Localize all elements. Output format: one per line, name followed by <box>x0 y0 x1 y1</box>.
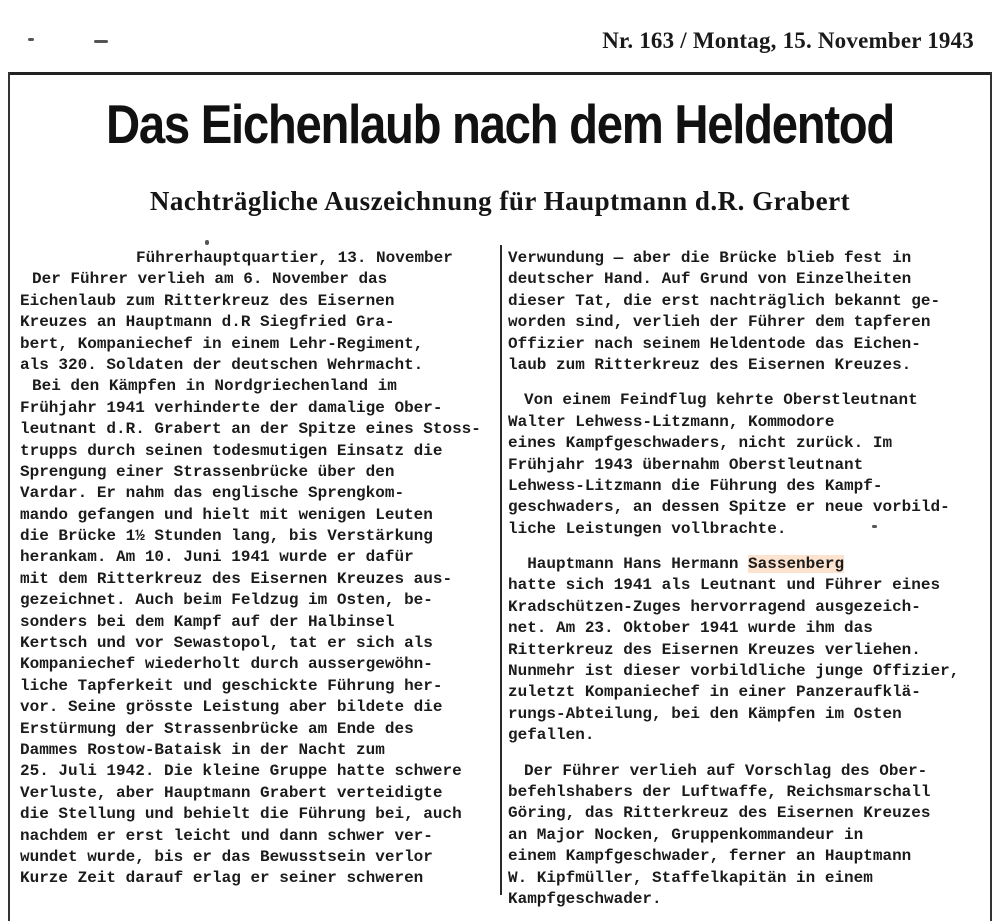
text-line: net. Am 23. Oktober 1941 wurde ihm das <box>508 619 873 638</box>
text-line: Vardar. Er nahm das englische Sprengkom- <box>20 484 405 503</box>
text-line: hatte sich 1941 als Leutnant und Führer eines <box>508 576 941 595</box>
text-fragment: Hauptmann Hans Hermann <box>527 555 749 574</box>
text-line: deutscher Hand. Auf Grund von Einzelheiten <box>508 270 912 289</box>
ink-speck <box>205 240 209 245</box>
text-line: Walter Lehwess-Litzmann, Kommodore <box>508 412 835 431</box>
paragraph-gap <box>508 540 978 554</box>
text-line: geschwaders, an dessen Spitze er neue vorbild- <box>508 498 950 517</box>
paragraph-gap <box>508 376 978 390</box>
text-line: befehlshabers der Luftwaffe, Reichsmarschall <box>508 782 931 801</box>
text-line: worden sind, verlieh der Führer dem tapferen <box>508 313 931 332</box>
paragraph-sassenberg <box>508 554 978 747</box>
article-column-right <box>508 248 978 910</box>
text-line: die Brücke 1½ Stunden lang, bis Verstärkung <box>20 527 433 546</box>
text-line: Verluste, aber Hauptmann Grabert verteidigte <box>20 783 443 802</box>
text-line: Göring, das Ritterkreuz des Eisernen Kreuzes <box>508 804 931 823</box>
text-line: als 320. Soldaten der deutschen Wehrmacht. <box>20 355 424 374</box>
text-line: vor. Seine grösste Leistung aber bildete die <box>20 698 443 717</box>
place-dateline: Führerhauptquartier, 13. November <box>136 249 453 267</box>
text-line: die Stellung und behielt die Führung bei, auch <box>20 805 462 824</box>
text-line: laub zum Ritterkreuz des Eisernen Kreuzes. <box>508 355 912 374</box>
text-line: gezeichnet. Auch beim Feldzug im Osten, be- <box>20 591 433 610</box>
left-border <box>8 72 10 921</box>
paragraph-lehwess-litzmann <box>508 390 978 540</box>
text-line: Offizier nach seinem Heldentode das Eichen- <box>508 334 921 353</box>
text-line: Bei den Kämpfen in Nordgriechenland im <box>32 377 397 396</box>
article-column-left <box>20 248 498 890</box>
text-line: trupps durch seinen todesmutigen Einsatz die <box>20 441 443 460</box>
top-rule <box>8 72 992 75</box>
text-line: Frühjahr 1943 übernahm Oberstleutnant <box>508 455 864 474</box>
text-line: Lehwess-Litzmann die Führung des Kampf- <box>508 476 883 495</box>
text-line: Erstürmung der Strassenbrücke am Ende des <box>20 719 414 738</box>
text-line: eines Kampfgeschwaders, nicht zurück. Im <box>508 434 893 453</box>
text-line: sonders bei dem Kampf auf der Halbinsel <box>20 612 395 631</box>
text-line: leutnant d.R. Grabert an der Spitze eines Stoss- <box>20 420 481 439</box>
text-line: Kertsch und vor Sewastopol, tat er sich als <box>20 634 433 653</box>
text-line: gefallen. <box>508 726 595 745</box>
paragraph-conclusion <box>508 248 978 376</box>
text-line: an Major Nocken, Gruppenkommandeur in <box>508 825 864 844</box>
text-line: rungs-Abteilung, bei den Kämpfen im Osten <box>508 704 902 723</box>
text-line: Verwundung — aber die Brücke blieb fest in <box>508 249 912 267</box>
text-line: Kradschützen-Zuges hervorragend ausgezeich- <box>508 597 921 616</box>
headline: Das Eichenlaub nach dem Heldentod <box>106 93 894 155</box>
text-line: liche Tapferkeit und geschickte Führung her- <box>20 676 443 695</box>
ink-speck <box>94 40 108 43</box>
text-line: Der Führer verlieh am 6. November das <box>32 270 388 289</box>
text-line: Kompaniechef wiederholt durch aussergewöhn- <box>20 655 433 674</box>
column-divider <box>500 245 502 895</box>
text-line: Sprengung einer Strassenbrücke über den <box>20 462 395 481</box>
text-line: mit dem Ritterkreuz des Eisernen Kreuzes aus- <box>20 569 453 588</box>
text-line: Der Führer verlieh auf Vorschlag des Ober- <box>524 761 928 780</box>
text-line: 25. Juli 1942. Die kleine Gruppe hatte schwere <box>20 762 462 781</box>
text-line <box>508 554 978 575</box>
highlighted-name: Sassenberg <box>748 555 845 574</box>
text-line: zuletzt Kompaniechef in einer Panzeraufklä- <box>508 683 921 702</box>
subheadline: Nachträgliche Auszeichnung für Hauptmann d.R. Grabert <box>149 186 851 216</box>
text-line: Kurze Zeit darauf erlag er seiner schweren <box>20 869 424 888</box>
text-line: bert, Kompaniechef in einem Lehr-Regiment, <box>20 334 424 353</box>
text-line: Eichenlaub zum Ritterkreuz des Eisernen <box>20 291 395 310</box>
text-line: W. Kipfmüller, Staffelkapitän in einem <box>508 868 873 887</box>
ink-speck <box>28 38 34 41</box>
text-line: herankam. Am 10. Juni 1941 wurde er dafür <box>20 548 414 567</box>
text-line: Dammes Rostow-Bataisk in der Nacht zum <box>20 740 385 759</box>
text-line: Kreuzes an Hauptmann d.R Siegfried Gra- <box>20 313 395 332</box>
right-border <box>990 72 992 921</box>
text-line: dieser Tat, die erst nachträglich bekannt ge- <box>508 291 941 310</box>
text-line: Kampfgeschwader. <box>508 889 662 908</box>
text-line: Ritterkreuz des Eisernen Kreuzes verliehen. <box>508 640 921 659</box>
text-line: liche Leistungen vollbrachte. <box>508 519 787 538</box>
paragraph-awards <box>508 761 978 911</box>
paragraph-gap <box>508 747 978 761</box>
text-line: Frühjahr 1941 verhinderte der damalige Ober- <box>20 398 443 417</box>
issue-dateline: Nr. 163 / Montag, 15. November 1943 <box>602 28 974 53</box>
text-line: einem Kampfgeschwader, ferner an Hauptmann <box>508 847 912 866</box>
text-line: Von einem Feindflug kehrte Oberstleutnant <box>524 391 918 410</box>
text-line: Nunmehr ist dieser vorbildliche junge Offizier, <box>508 662 960 681</box>
ink-speck <box>872 525 877 528</box>
text-line: mando gefangen und hielt mit wenigen Leuten <box>20 505 433 524</box>
text-line: nachdem er erst leicht und dann schwer ver- <box>20 826 433 845</box>
text-line: wundet wurde, bis er das Bewusstsein verlor <box>20 847 433 866</box>
